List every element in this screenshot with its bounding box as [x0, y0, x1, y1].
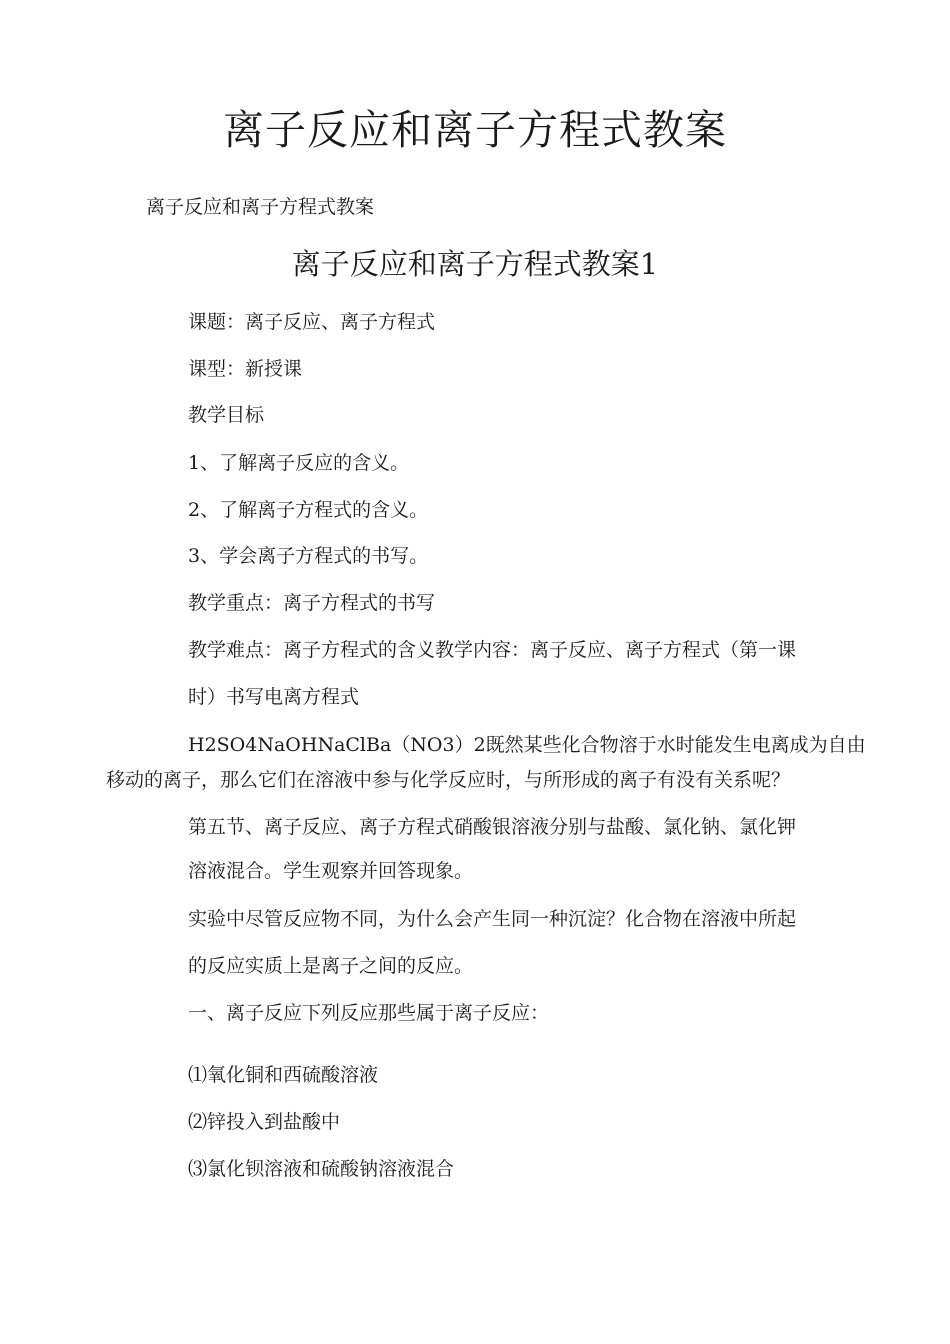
document-subtitle: 离子反应和离子方程式教案 [146, 196, 375, 218]
experiment-question-line: 实验中尽管反应物不同，为什么会产生同一种沉淀？化合物在溶液中所起 [188, 908, 797, 930]
objectives-heading: 教学目标 [188, 404, 265, 426]
objective-2: 2、了解离子方程式的含义。 [188, 499, 429, 521]
equations-line-cont: 移动的离子，那么它们在溶液中参与化学反应时，与所形成的离子有没有关系呢？ [106, 769, 791, 791]
section-five-line: 第五节、离子反应、离子方程式硝酸银溶液分别与盐酸、氯化钠、氯化钾 [188, 816, 797, 838]
topic-line: 课题：离子反应、离子方程式 [188, 311, 436, 333]
experiment-question-line-cont: 的反应实质上是离子之间的反应。 [188, 955, 474, 977]
equations-line: H2SO4NaOHNaClBa（NO3）2既然某些化合物溶于水时能发生电离成为自由 [188, 734, 866, 756]
key-point-line: 教学重点：离子方程式的书写 [188, 592, 436, 614]
lesson-type-line: 课型：新授课 [188, 358, 303, 380]
reaction-item-1: ⑴氧化铜和西硫酸溶液 [188, 1064, 379, 1086]
document-title: 离子反应和离子方程式教案 [223, 106, 727, 154]
reaction-item-2: ⑵锌投入到盐酸中 [188, 1111, 341, 1133]
difficulty-line: 教学难点：离子方程式的含义教学内容：离子反应、离子方程式（第一课 [188, 639, 797, 661]
objective-1: 1、了解离子反应的含义。 [188, 452, 410, 474]
section-five-line-cont: 溶液混合。学生观察并回答现象。 [188, 860, 474, 882]
reaction-item-3: ⑶氯化钡溶液和硫酸钠溶液混合 [188, 1158, 455, 1180]
section-title: 离子反应和离子方程式教案1 [291, 247, 659, 281]
objective-3: 3、学会离子方程式的书写。 [188, 545, 429, 567]
difficulty-line-cont: 时）书写电离方程式 [188, 686, 360, 708]
ionic-reaction-heading: 一、离子反应下列反应那些属于离子反应： [188, 1002, 550, 1024]
